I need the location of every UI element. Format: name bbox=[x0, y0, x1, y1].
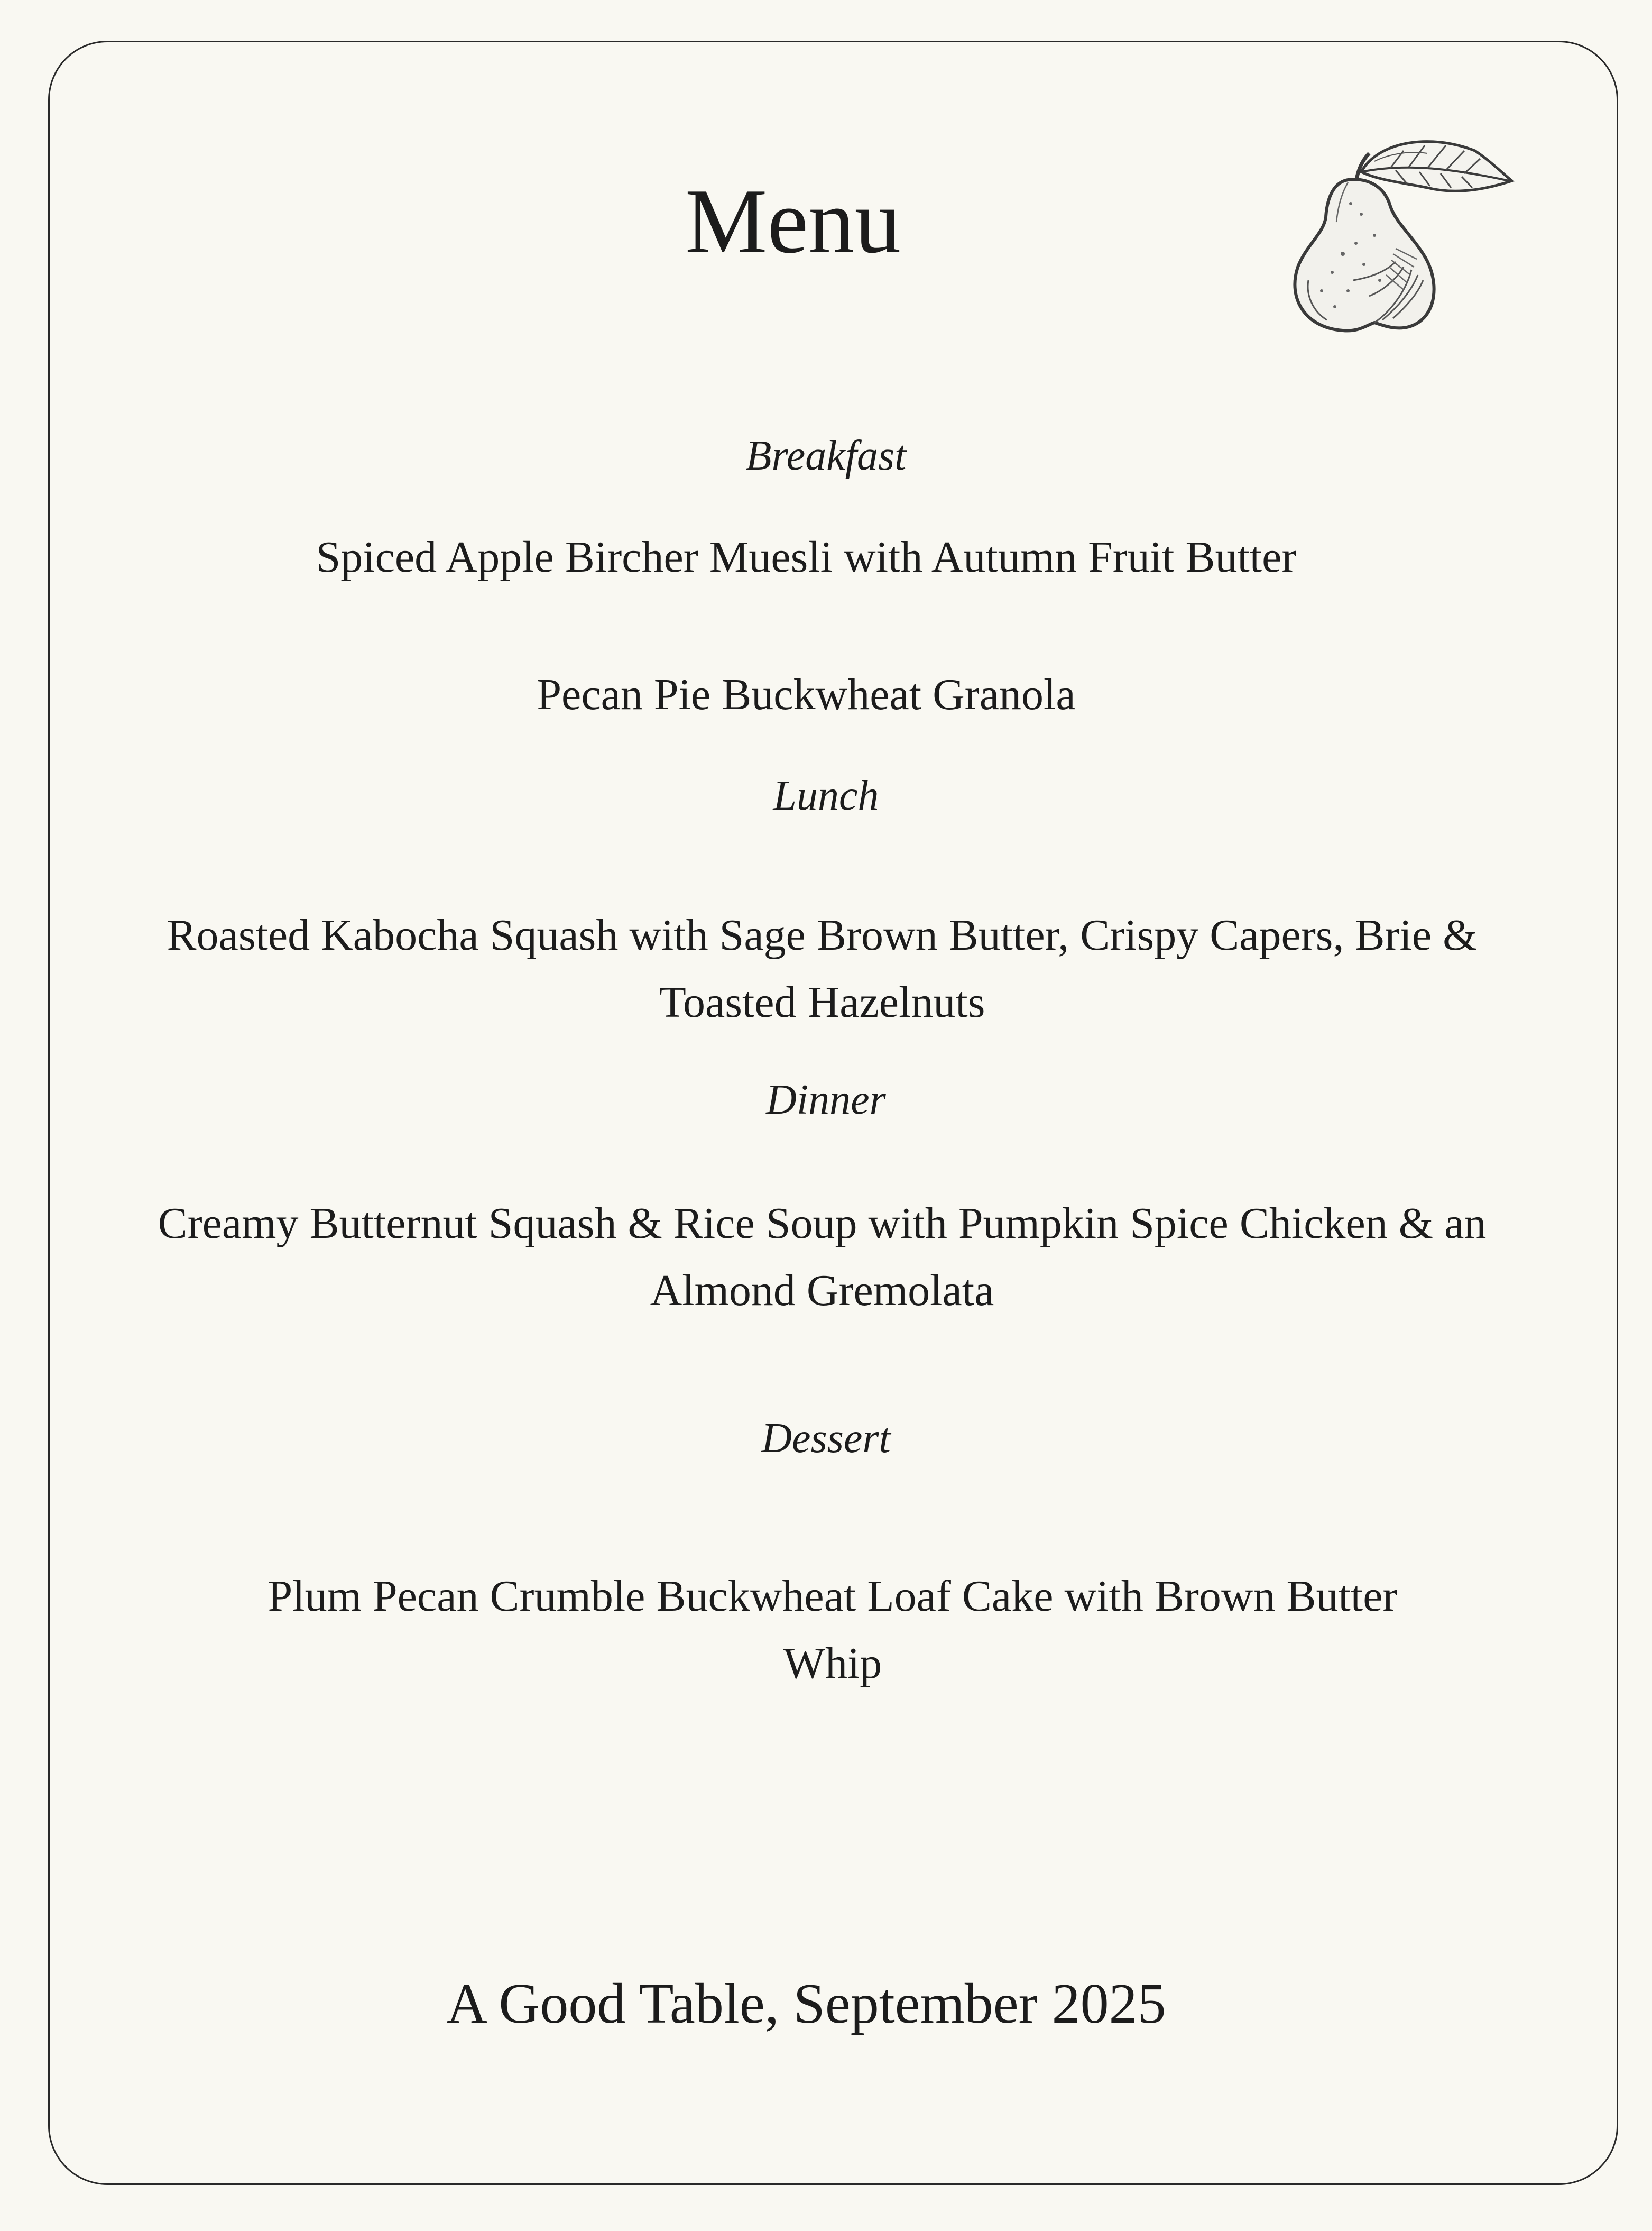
section-heading-dinner: Dinner bbox=[766, 1077, 886, 1123]
section-heading-dessert: Dessert bbox=[761, 1415, 891, 1462]
section-heading-breakfast: Breakfast bbox=[745, 433, 907, 479]
dish-roasted-kabocha-squash: Roasted Kabocha Squash with Sage Brown Butter, Crispy Capers, Brie & Toasted Hazelnuts bbox=[167, 911, 1478, 1027]
section-heading-lunch: Lunch bbox=[773, 773, 879, 819]
pear-icon bbox=[1269, 122, 1522, 344]
menu-footer: A Good Table, September 2025 bbox=[446, 1972, 1166, 2035]
dish-plum-pecan-loaf-cake: Plum Pecan Crumble Buckwheat Loaf Cake with Brown Butter Whip bbox=[267, 1572, 1398, 1688]
dish-pecan-pie-granola: Pecan Pie Buckwheat Granola bbox=[537, 670, 1076, 719]
menu-title: Menu bbox=[685, 170, 901, 272]
dish-spiced-apple-bircher-muesli: Spiced Apple Bircher Muesli with Autumn Fruit Butter bbox=[316, 532, 1297, 582]
dish-butternut-squash-rice-soup: Creamy Butternut Squash & Rice Soup with Pumpkin Spice Chicken & an Almond Gremolata bbox=[158, 1199, 1487, 1315]
